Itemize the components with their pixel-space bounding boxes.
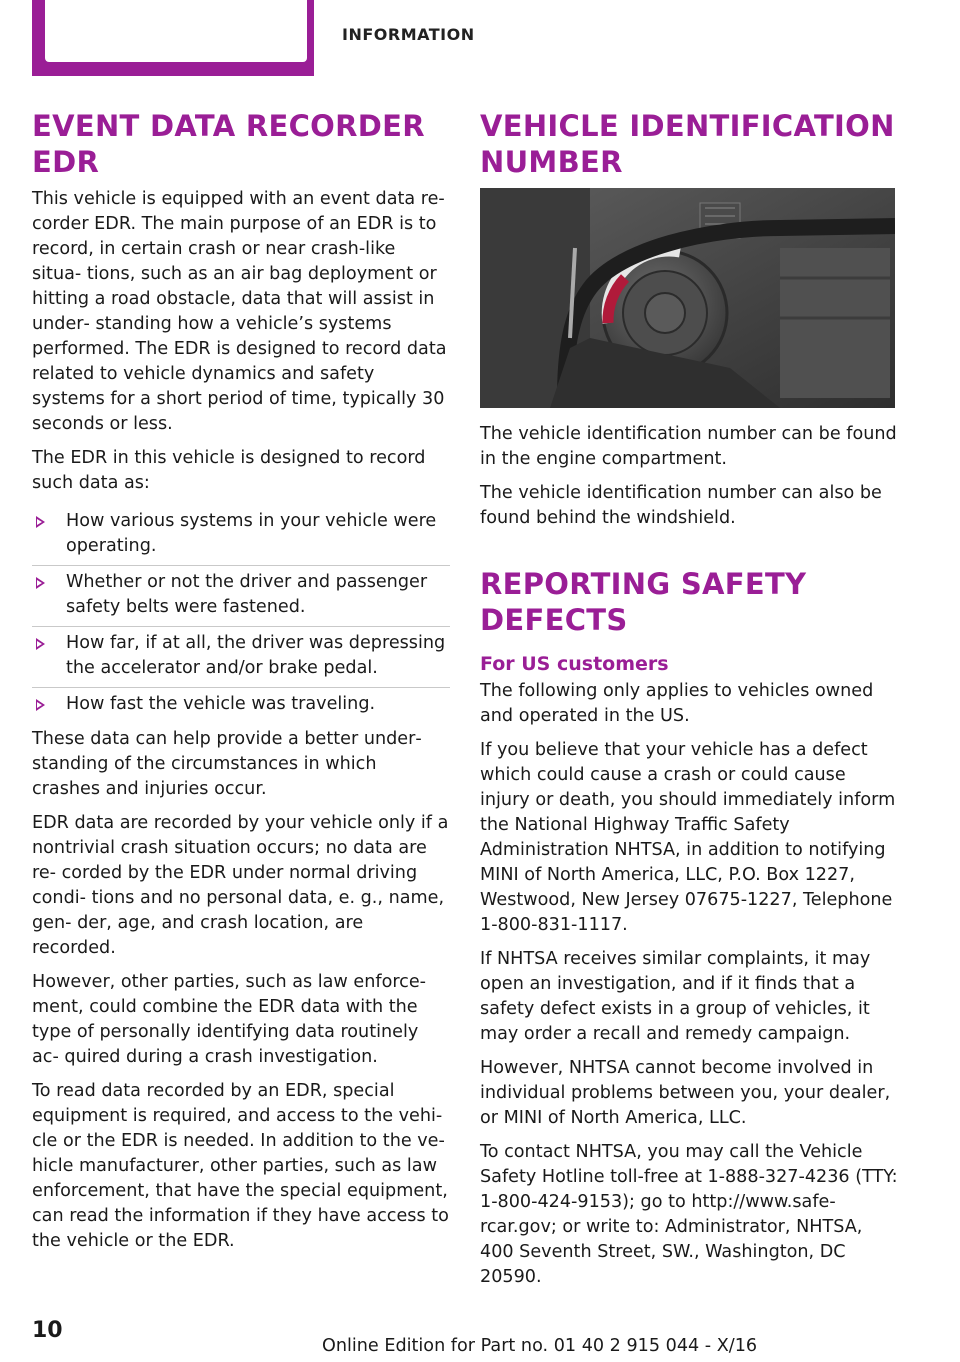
edr-data-list xyxy=(32,505,450,723)
engine-compartment-photo xyxy=(480,188,895,408)
list-item xyxy=(32,565,450,626)
edr-paragraph-6: To read data recorded by an EDR, special equipment is required, and access to the vehi‐ cle or the EDR is needed. In addition to the ve‐ hicle manufacturer, other parties, such as law enforcement, that have the special equipment, can read the information if they have access to the vehicle or the EDR. xyxy=(32,1081,449,1251)
defects-paragraph-5: To contact NHTSA, you may call the Vehicle Safety Hotline toll-free at 1-888-327-4236 (TTY: 1-800-424-9153); go to http://www.safe‐ rcar.gov; or write to: Administrator, NHTSA, 400 Seventh Street, SW., Washington, DC 20590. xyxy=(480,1142,898,1287)
bullet-triangle-icon xyxy=(36,516,45,528)
defects-paragraph-2: If you believe that your vehicle has a defect which could cause a crash or could cause injury or death, you should immediately inform the National Highway Traffic Safety Administration NHTSA, in addition to notifying MINI of North America, LLC, P.O. Box 1227, Westwood, New Jersey 07675-1227, Telephone 1-800-831-1117. xyxy=(480,740,896,935)
defects-paragraph-4: However, NHTSA cannot become involved in individual problems between you, your dealer, or MINI of North America, LLC. xyxy=(480,1058,891,1128)
list-item xyxy=(32,687,450,723)
vin-title: VEHICLE IDENTIFICATION NUMBER xyxy=(480,109,895,179)
left-column xyxy=(32,108,450,1263)
chapter-tab-inner xyxy=(45,0,307,62)
defects-paragraph-1: The following only applies to vehicles owned and operated in the US. xyxy=(480,681,874,726)
vin-paragraph-1: The vehicle identification number can be found in the engine compartment. xyxy=(480,424,897,469)
list-item xyxy=(32,505,450,565)
list-item-text: How fast the vehicle was traveling. xyxy=(66,694,376,714)
page-number: 10 xyxy=(32,1318,63,1343)
edr-title: EVENT DATA RECORDER EDR xyxy=(32,109,425,179)
bullet-triangle-icon xyxy=(36,699,45,711)
edr-paragraph-3: These data can help provide a better under‐ standing of the circumstances in which crashes and injuries occur. xyxy=(32,729,422,799)
defects-paragraph-3: If NHTSA receives similar complaints, it may open an investigation, and if it finds that a safety defect exists in a group of vehicles, it may order a recall and remedy campaign. xyxy=(480,949,871,1044)
section-spacer xyxy=(480,540,898,566)
bullet-triangle-icon xyxy=(36,638,45,650)
edr-paragraph-2: The EDR in this vehicle is designed to record such data as: xyxy=(32,448,426,493)
chapter-tab xyxy=(32,0,314,76)
list-item-text: How far, if at all, the driver was depressing the accelerator and/or brake pedal. xyxy=(66,633,446,678)
section-label: INFORMATION xyxy=(342,25,475,44)
edr-paragraph-4: EDR data are recorded by your vehicle only if a nontrivial crash situation occurs; no data are re‐ corded by the EDR under normal driving condi‐ tions and no personal data, e. g., name, gen‐ der, age, and crash location, are recorded. xyxy=(32,813,449,958)
list-item xyxy=(32,626,450,687)
right-column xyxy=(480,108,898,1299)
bullet-triangle-icon xyxy=(36,577,45,589)
defects-title: REPORTING SAFETY DEFECTS xyxy=(480,567,807,637)
us-customers-heading: For US customers xyxy=(480,653,669,675)
list-item-text: Whether or not the driver and passenger safety belts were fastened. xyxy=(66,572,428,617)
edr-paragraph-5: However, other parties, such as law enforce‐ ment, could combine the EDR data with the type of personally identifying data routinely ac‐ quired during a crash investigation. xyxy=(32,972,427,1067)
footer-edition: Online Edition for Part no. 01 40 2 915 044 - X/16 xyxy=(322,1336,758,1356)
list-item-text: How various systems in your vehicle were operating. xyxy=(66,511,437,556)
edr-paragraph-1: This vehicle is equipped with an event data re‐ corder EDR. The main purpose of an EDR is to record, in certain crash or near crash-like situa‐ tions, such as an air bag deployment or hitting a road obstacle, data that will assist in under‐ standing how a vehicle’s systems performed. The EDR is designed to record data related to vehicle dynamics and safety systems for a short period of time, typically 30 seconds or less. xyxy=(32,189,447,434)
vin-paragraph-2: The vehicle identification number can also be found behind the windshield. xyxy=(480,483,882,528)
